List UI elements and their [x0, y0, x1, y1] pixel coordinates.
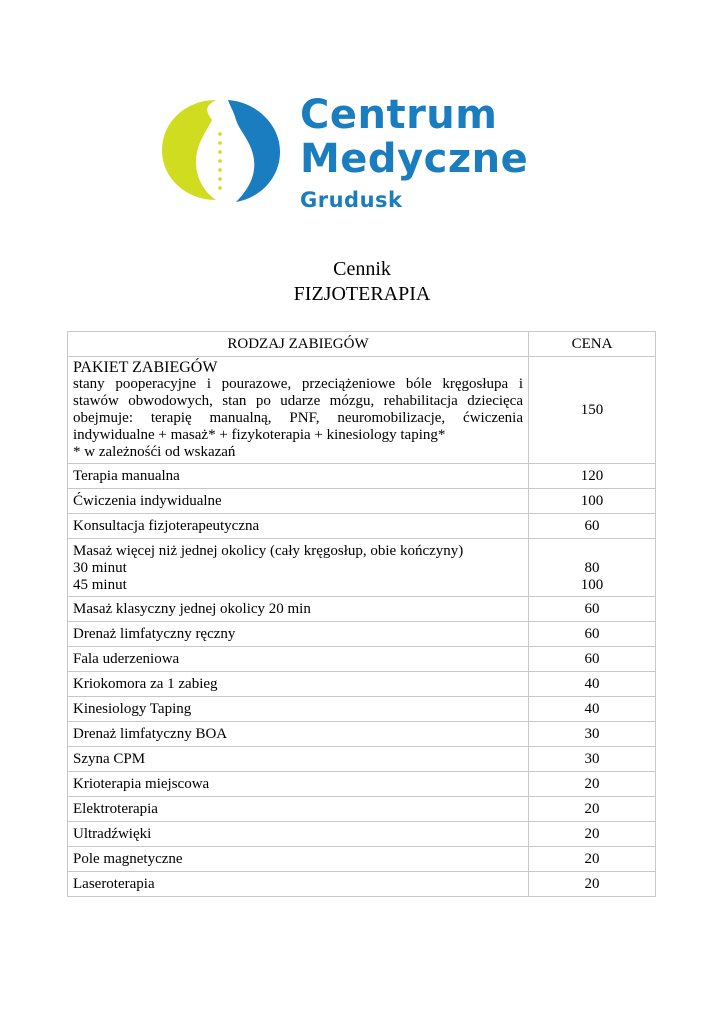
column-header-price: CENA — [529, 332, 656, 357]
service-price: 20 — [529, 872, 656, 897]
service-name: Masaż klasyczny jednej okolicy 20 min — [68, 597, 529, 622]
service-price: 60 — [529, 647, 656, 672]
service-price: 40 — [529, 672, 656, 697]
service-price: 60 — [529, 514, 656, 539]
table-row — [68, 747, 656, 772]
service-price: 30 — [529, 722, 656, 747]
table-row — [68, 622, 656, 647]
table-header-row — [68, 332, 656, 357]
spine-figure-icon — [156, 98, 282, 202]
service-price: 30 — [529, 747, 656, 772]
massage-option-30: 30 minut — [73, 560, 127, 576]
service-price: 20 — [529, 797, 656, 822]
table-row — [68, 697, 656, 722]
column-header-service: RODZAJ ZABIEGÓW — [68, 332, 529, 357]
service-price: 20 — [529, 772, 656, 797]
table-row — [68, 822, 656, 847]
service-price: 60 — [529, 597, 656, 622]
service-name: Kinesiology Taping — [68, 697, 529, 722]
service-name: Fala uderzeniowa — [68, 647, 529, 672]
table-row — [68, 797, 656, 822]
massage-title: Masaż więcej niż jednej okolicy (cały kręgosłup, obie kończyny) — [73, 543, 464, 559]
price-table — [67, 331, 656, 897]
service-name: Ultradźwięki — [68, 822, 529, 847]
service-name: Kriokomora za 1 zabieg — [68, 672, 529, 697]
package-cell — [68, 357, 529, 464]
package-price: 150 — [529, 357, 656, 464]
service-price: 20 — [529, 847, 656, 872]
massage-price-45: 100 — [580, 577, 604, 593]
service-name: Konsultacja fizjoterapeutyczna — [68, 514, 529, 539]
service-name: Szyna CPM — [68, 747, 529, 772]
logo-line-1: Centrum — [300, 92, 498, 138]
logo — [150, 92, 580, 216]
table-row — [68, 489, 656, 514]
service-price: 120 — [529, 464, 656, 489]
table-row — [68, 847, 656, 872]
service-name: Drenaż limfatyczny BOA — [68, 722, 529, 747]
massage-cell — [68, 539, 529, 597]
logo-line-3: Grudusk — [300, 188, 403, 212]
table-row — [68, 464, 656, 489]
table-row — [68, 772, 656, 797]
table-row — [68, 872, 656, 897]
table-row — [68, 647, 656, 672]
service-price: 60 — [529, 622, 656, 647]
service-price: 40 — [529, 697, 656, 722]
package-note: * w zależnośći od wskazań — [73, 444, 236, 460]
page-title: Cennik — [333, 258, 391, 280]
service-price: 100 — [529, 489, 656, 514]
table-row — [68, 514, 656, 539]
table-row — [68, 672, 656, 697]
massage-price-30: 80 — [584, 560, 600, 576]
service-name: Elektroterapia — [68, 797, 529, 822]
service-name: Krioterapia miejscowa — [68, 772, 529, 797]
service-name: Laseroterapia — [68, 872, 529, 897]
package-title: PAKIET ZABIEGÓW — [73, 359, 218, 376]
service-name: Drenaż limfatyczny ręczny — [68, 622, 529, 647]
page-subtitle: FIZJOTERAPIA — [293, 283, 431, 305]
table-row-package — [68, 357, 656, 464]
service-name: Pole magnetyczne — [68, 847, 529, 872]
table-row — [68, 722, 656, 747]
massage-price-cell — [529, 539, 656, 597]
table-row-massage — [68, 539, 656, 597]
table-row — [68, 597, 656, 622]
massage-price-spacer — [534, 543, 650, 560]
service-name: Terapia manualna — [68, 464, 529, 489]
package-description: stany pooperacyjne i pourazowe, przeciążeniowe bóle kręgosłupa i stawów obwodowych, stan po udarze mózgu, rehabilitacja dziecięca obejmuje: terapię manualną, PNF, neuromobilizacje, ćwiczenia indywidualne + masaż* + fizykoterapia + kinesiology taping* — [73, 376, 523, 443]
logo-line-2: Medyczne — [300, 136, 529, 182]
service-price: 20 — [529, 822, 656, 847]
service-name: Ćwiczenia indywidualne — [68, 489, 529, 514]
massage-option-45: 45 minut — [73, 577, 127, 593]
